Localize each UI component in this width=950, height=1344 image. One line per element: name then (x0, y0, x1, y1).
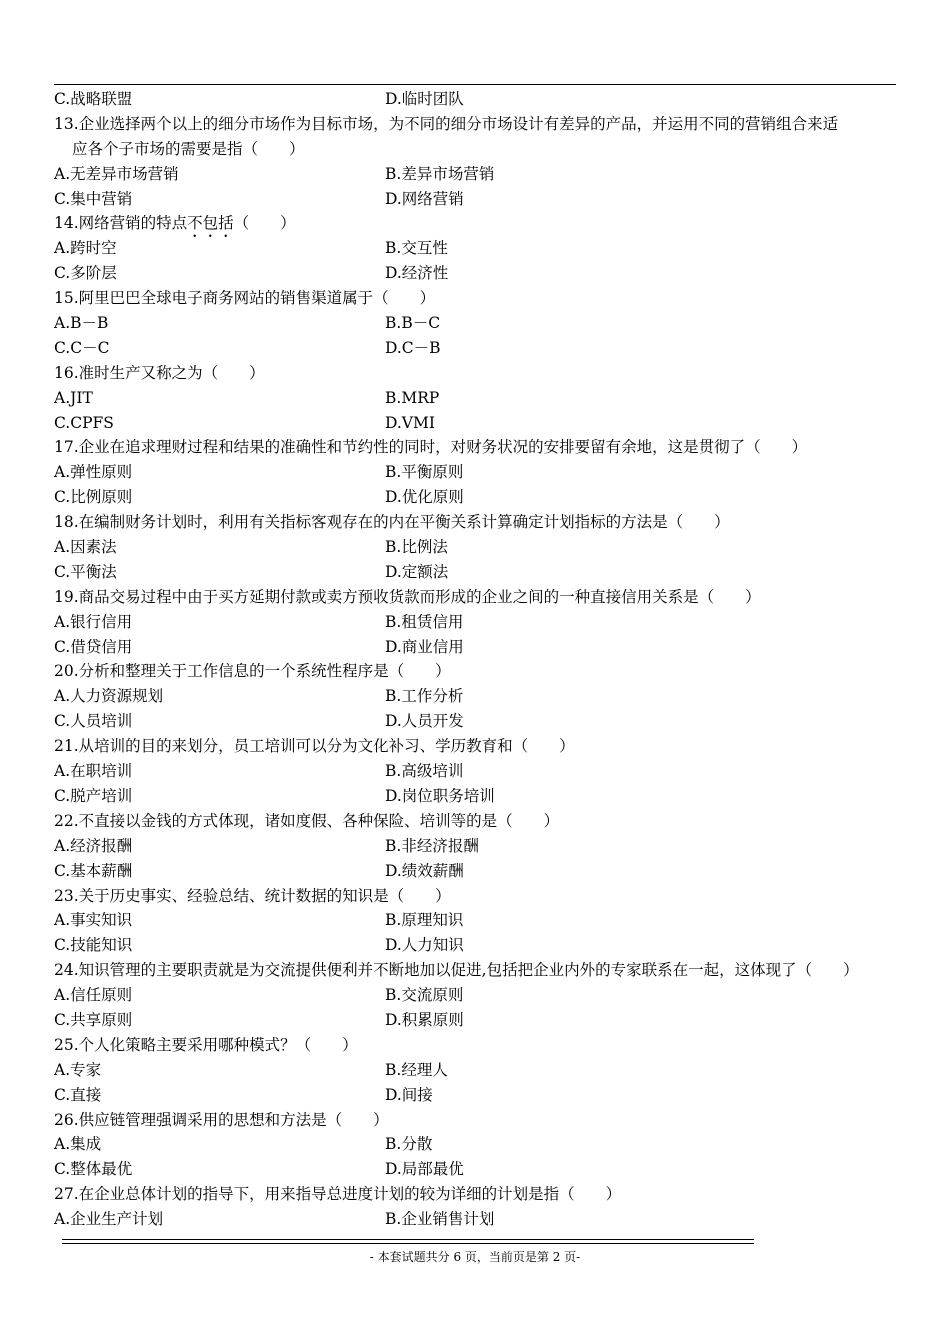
option-d: D.经济性 (385, 264, 449, 283)
option-c: C.借贷信用 (54, 637, 133, 656)
option-d: D.间接 (385, 1085, 433, 1104)
option-a: A.银行信用 (54, 612, 133, 631)
option-row (54, 983, 896, 1008)
option-row (54, 1008, 896, 1033)
option-row (54, 759, 896, 784)
option-b: B.企业销售计划 (385, 1210, 495, 1229)
option-row (54, 684, 896, 709)
option-d: D.优化原则 (385, 488, 464, 507)
question-stem: 24.知识管理的主要职责就是为交流提供便利并不断地加以促进,包括把企业内外的专家联系在一起，这体现了（ ） (54, 961, 859, 980)
option-c: C.共享原则 (54, 1010, 133, 1029)
option-a: A.JIT (54, 388, 93, 407)
option-c: C.战略联盟 (54, 90, 133, 108)
option-a: A.弹性原则 (54, 463, 133, 482)
option-d: D.人员开发 (385, 712, 464, 731)
option-c: C.平衡法 (54, 562, 117, 581)
option-c: C.基本薪酬 (54, 861, 133, 880)
option-d: D.C－B (385, 338, 441, 357)
option-b: B.非经济报酬 (385, 836, 479, 855)
option-row (54, 162, 896, 187)
option-a: A.集成 (54, 1135, 102, 1154)
option-c: C.比例原则 (54, 488, 133, 507)
option-c: C.人员培训 (54, 712, 133, 731)
option-b: B.工作分析 (385, 687, 464, 706)
option-d: D.定额法 (385, 562, 449, 581)
question-stem: 20.分析和整理关于工作信息的一个系统性程序是（ ） (54, 662, 451, 681)
question-stem: 13.企业选择两个以上的细分市场作为目标市场，为不同的细分市场设计有差异的产品，并运用不同的营销组合来适 (54, 114, 839, 133)
option-b: B.MRP (385, 388, 440, 407)
option-a: A.因素法 (54, 538, 117, 557)
option-row (54, 485, 896, 510)
option-c: C.集中营销 (54, 189, 133, 208)
option-d: D.VMI (385, 413, 435, 432)
option-a: A.经济报酬 (54, 836, 133, 855)
option-a: A.专家 (54, 1060, 102, 1079)
option-row (54, 908, 896, 933)
question-stem: 27.在企业总体计划的指导下，用来指导总进度计划的较为详细的计划是指（ ） (54, 1185, 622, 1204)
footer-double-rule (62, 1239, 754, 1244)
option-row (54, 1083, 896, 1108)
option-b: B.高级培训 (385, 762, 464, 781)
option-a: A.跨时空 (54, 239, 117, 258)
option-c: C.CPFS (54, 413, 114, 432)
option-row (54, 859, 896, 884)
question-stem: 26.供应链管理强调采用的思想和方法是（ ） (54, 1110, 389, 1129)
option-row (54, 336, 896, 361)
emphasized-text: 不包括 (187, 214, 234, 233)
option-c: C.多阶层 (54, 264, 117, 283)
option-row (54, 411, 896, 436)
option-row (54, 261, 896, 286)
question-stem-tail: （ ） (233, 214, 296, 233)
option-a: A.企业生产计划 (54, 1210, 164, 1229)
option-d: D.局部最优 (385, 1160, 464, 1179)
option-row (54, 1207, 896, 1232)
question-stem: 18.在编制财务计划时，利用有关指标客观存在的内在平衡关系计算确定计划指标的方法是（ ） (54, 513, 730, 532)
option-row (54, 187, 896, 212)
option-c: C.脱产培训 (54, 786, 133, 805)
question-stem: 22.不直接以金钱的方式体现，诸如度假、各种保险、培训等的是（ ） (54, 811, 560, 830)
option-row (54, 784, 896, 809)
option-d: D.绩效薪酬 (385, 861, 464, 880)
option-row (54, 236, 896, 261)
option-d: D.商业信用 (385, 637, 464, 656)
option-b: B.租赁信用 (385, 612, 464, 631)
option-c: C.直接 (54, 1085, 102, 1104)
option-b: B.分散 (385, 1135, 433, 1154)
question-stem: 25.个人化策略主要采用哪种模式？（ ） (54, 1035, 358, 1054)
option-d: D.临时团队 (385, 90, 464, 108)
option-b: B.B－C (385, 314, 441, 333)
question-list (54, 87, 896, 1232)
option-d: D.岗位职务培训 (385, 786, 495, 805)
option-d: D.积累原则 (385, 1010, 464, 1029)
question-stem: 23.关于历史事实、经验总结、统计数据的知识是（ ） (54, 886, 451, 905)
option-a: A.无差异市场营销 (54, 164, 179, 183)
option-row (54, 560, 896, 585)
option-row (54, 87, 896, 112)
question-stem-lead: 14.网络营销的特点 (54, 214, 188, 233)
question-stem (54, 211, 896, 236)
question-stem: 21.从培训的目的来划分，员工培训可以分为文化补习、学历教育和（ ） (54, 737, 575, 756)
option-row (54, 635, 896, 660)
top-rule (54, 84, 896, 85)
option-row (54, 834, 896, 859)
option-row (54, 709, 896, 734)
option-b: B.经理人 (385, 1060, 448, 1079)
option-b: B.差异市场营销 (385, 164, 495, 183)
option-c: C.技能知识 (54, 936, 133, 955)
option-b: B.原理知识 (385, 911, 464, 930)
option-b: B.比例法 (385, 538, 448, 557)
option-row (54, 311, 896, 336)
page-footer: - 本套试题共分 6 页，当前页是第 2 页- (369, 1250, 581, 1264)
option-a: A.在职培训 (54, 762, 133, 781)
question-stem: 17.企业在追求理财过程和结果的准确性和节约性的同时，对财务状况的安排要留有余地，这是贯彻了（ ） (54, 438, 808, 457)
option-row (54, 1132, 896, 1157)
option-row (54, 535, 896, 560)
option-d: D.网络营销 (385, 189, 464, 208)
question-stem-continued: 应各个子市场的需要是指（ ） (72, 139, 305, 158)
option-c: C.整体最优 (54, 1160, 133, 1179)
option-a: A.事实知识 (54, 911, 133, 930)
option-a: A.信任原则 (54, 986, 133, 1005)
option-d: D.人力知识 (385, 936, 464, 955)
question-stem: 16.准时生产又称之为（ ） (54, 363, 265, 382)
option-row (54, 1157, 896, 1182)
option-row (54, 460, 896, 485)
option-b: B.交互性 (385, 239, 448, 258)
option-a: A.B－B (54, 314, 109, 333)
option-a: A.人力资源规划 (54, 687, 164, 706)
option-b: B.交流原则 (385, 986, 464, 1005)
option-b: B.平衡原则 (385, 463, 464, 482)
option-c: C.C－C (54, 338, 110, 357)
option-row (54, 933, 896, 958)
option-row (54, 386, 896, 411)
option-row (54, 1058, 896, 1083)
option-row (54, 610, 896, 635)
question-stem: 19.商品交易过程中由于买方延期付款或卖方预收货款而形成的企业之间的一种直接信用关系是（ ） (54, 587, 761, 606)
question-stem: 15.阿里巴巴全球电子商务网站的销售渠道属于（ ） (54, 289, 436, 308)
